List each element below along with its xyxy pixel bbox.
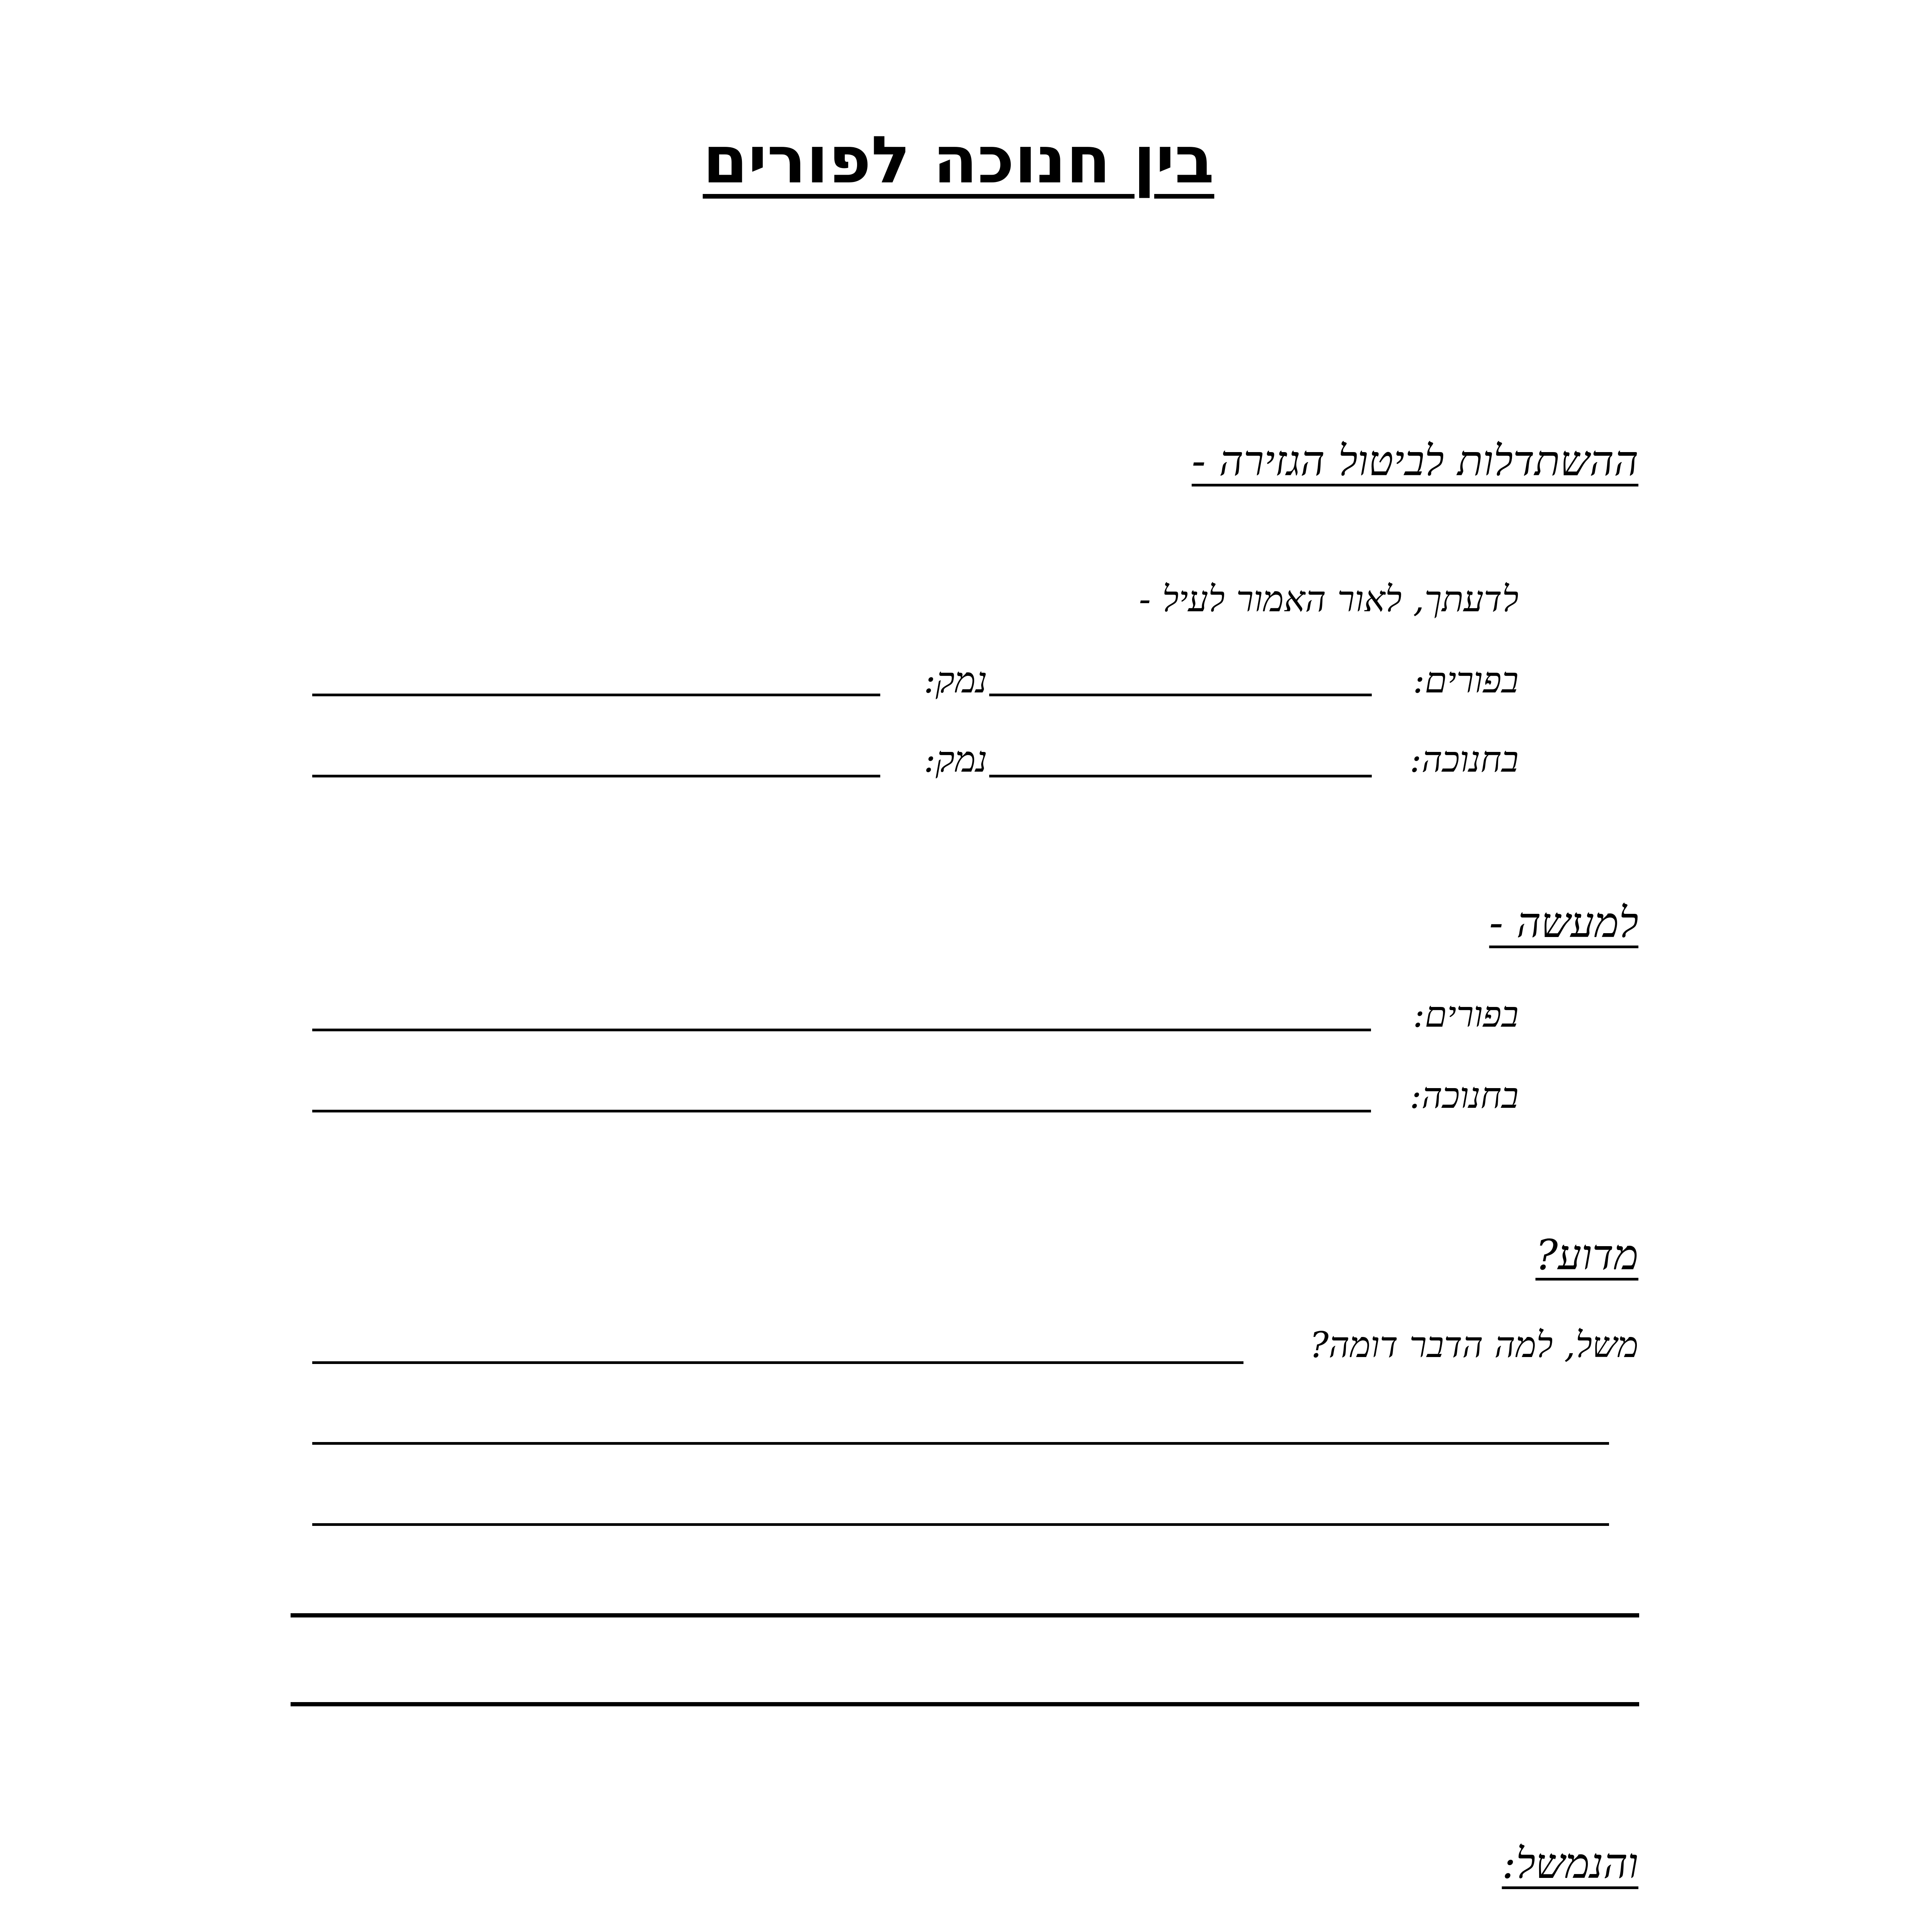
opinion-prompt: לדעתך, לאור האמור לעיל - bbox=[1139, 578, 1519, 620]
reason-label-purim: נמק: bbox=[924, 660, 987, 701]
parable-answer-line-2[interactable] bbox=[312, 1442, 1609, 1445]
row-label-purim-practice: בפורים: bbox=[1413, 994, 1519, 1035]
parable-answer-line-3[interactable] bbox=[312, 1523, 1609, 1526]
parable-answer-line-5[interactable] bbox=[291, 1702, 1639, 1706]
section-heading-moral: והנמשל: bbox=[1502, 1840, 1638, 1888]
page-title: בין חנוכה לפורים bbox=[703, 122, 1214, 198]
row-label-chanukah: בחנוכה: bbox=[1409, 739, 1519, 780]
reason-line-purim[interactable] bbox=[312, 694, 880, 696]
parable-answer-line-1[interactable] bbox=[312, 1361, 1243, 1364]
answer-line-purim-practice[interactable] bbox=[312, 1029, 1371, 1031]
section-heading-why: מדוע? bbox=[1535, 1231, 1638, 1279]
reason-label-chanukah: נמק: bbox=[924, 739, 987, 780]
answer-line-purim[interactable] bbox=[989, 694, 1372, 696]
parable-answer-line-4[interactable] bbox=[291, 1613, 1639, 1617]
row-label-purim: בפורים: bbox=[1413, 660, 1519, 701]
reason-line-chanukah[interactable] bbox=[312, 775, 880, 777]
section-heading-in-practice: למעשה - bbox=[1489, 899, 1638, 947]
row-label-chanukah-practice: בחנוכה: bbox=[1409, 1075, 1519, 1116]
section-heading-effort: ההשתדלות לביטול הגזירה - bbox=[1191, 437, 1638, 485]
parable-prompt: משל, למה הדבר דומה? bbox=[1310, 1324, 1638, 1366]
answer-line-chanukah[interactable] bbox=[989, 775, 1372, 777]
answer-line-chanukah-practice[interactable] bbox=[312, 1110, 1371, 1112]
